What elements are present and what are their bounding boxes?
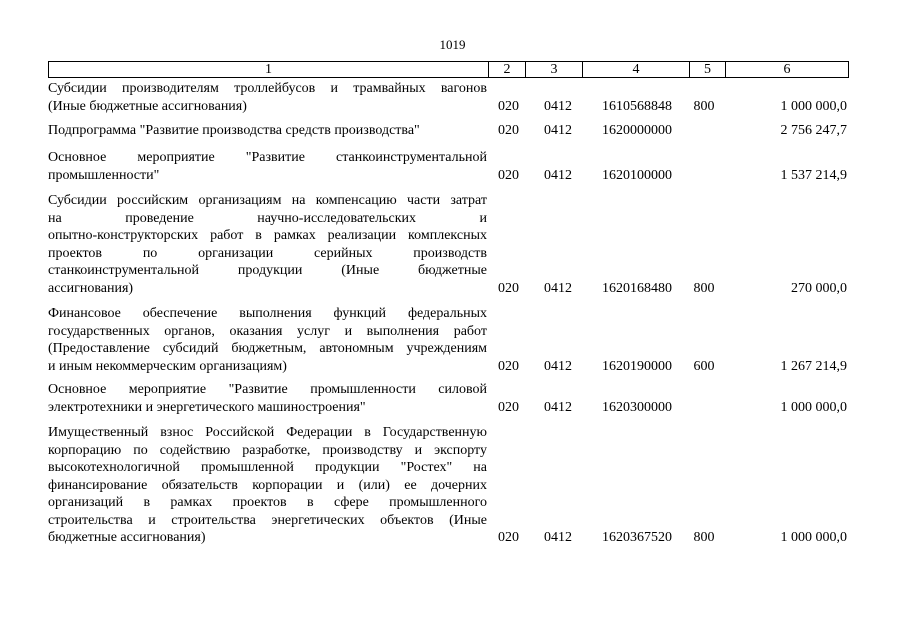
row-expense-type: 800 <box>693 530 715 545</box>
description-line: (Иные бюджетные ассигнования) <box>48 98 247 114</box>
description-line: Основное мероприятие "Развитие промышленности силовой <box>48 382 487 397</box>
row-grbs-code: 020 <box>498 358 519 374</box>
row-expense-type: 800 <box>693 98 715 114</box>
description-line: высокотехнологичной промышленной продукции "Ростех" на <box>48 460 487 475</box>
row-section-code: 0412 <box>544 530 572 545</box>
description-line: и иным некоммерческим организациям) <box>48 358 287 374</box>
row-target-article: 1620100000 <box>602 167 672 183</box>
description-line: организаций в рамках проектов в сфере промышленного <box>48 495 487 510</box>
row-grbs-code: 020 <box>498 98 519 114</box>
row-amount: 1 537 214,9 <box>780 167 847 183</box>
description-line: корпорацию по содействию разработке, производству и экспорту <box>48 442 487 458</box>
row-expense-type: 800 <box>693 280 715 296</box>
description-line: (Предоставление субсидий бюджетным, автономным учреждениям <box>48 341 487 356</box>
row-amount: 1 000 000,0 <box>780 530 847 545</box>
description-line: на проведение научно-исследовательских и <box>48 210 487 226</box>
row-target-article: 1620367520 <box>602 530 672 545</box>
row-description <box>48 424 487 547</box>
row-target-article: 1620168480 <box>602 280 672 296</box>
header-col-4: 4 <box>583 62 690 78</box>
row-section-code: 0412 <box>544 98 572 114</box>
row-target-article: 1620300000 <box>602 399 672 415</box>
row-section-code: 0412 <box>544 280 572 296</box>
row-description <box>48 192 487 297</box>
row-description <box>48 122 487 140</box>
description-line: Субсидии российским организациям на компенсацию части затрат <box>48 193 487 208</box>
page-number: 1019 <box>439 37 466 52</box>
row-description <box>48 381 487 416</box>
description-line: опытно-конструкторских работ в рамках реализации комплексных <box>48 228 487 243</box>
description-line: электротехники и энергетического машиностроения" <box>48 399 366 415</box>
row-target-article: 1620000000 <box>602 123 672 138</box>
row-target-article: 1610568848 <box>602 98 672 114</box>
row-amount: 1 000 000,0 <box>780 98 847 114</box>
description-line: станкоинструментальной продукции (Иные бюджетные <box>48 263 487 278</box>
row-expense-type: 600 <box>693 358 715 374</box>
description-line: Субсидии производителям троллейбусов и трамвайных вагонов <box>48 81 487 96</box>
row-section-code: 0412 <box>544 399 572 415</box>
description-line: Финансовое обеспечение выполнения функций федеральных <box>48 306 487 321</box>
description-line: строительства и строительства энергетических объектов (Иные <box>48 512 487 528</box>
row-grbs-code: 020 <box>498 399 519 415</box>
row-description <box>48 80 487 115</box>
row-grbs-code: 020 <box>498 123 519 138</box>
description-line: финансирование обязательств корпорации и (или) ее дочерних <box>48 477 487 493</box>
row-target-article: 1620190000 <box>602 358 672 374</box>
header-col-5: 5 <box>690 62 726 78</box>
row-amount: 1 000 000,0 <box>780 399 847 415</box>
row-amount: 1 267 214,9 <box>780 358 847 374</box>
header-col-2: 2 <box>489 62 526 78</box>
row-amount: 270 000,0 <box>791 280 847 296</box>
description-line: ассигнования) <box>48 280 134 296</box>
row-grbs-code: 020 <box>498 280 519 296</box>
column-header-row <box>48 61 849 78</box>
row-amount: 2 756 247,7 <box>780 123 847 138</box>
row-section-code: 0412 <box>544 167 572 183</box>
description-line: промышленности" <box>48 167 160 183</box>
row-section-code: 0412 <box>544 123 572 138</box>
row-description <box>48 149 487 184</box>
description-line: бюджетные ассигнования) <box>48 530 206 545</box>
header-col-1: 1 <box>49 62 489 78</box>
description-line: Подпрограмма "Развитие производства средств производства" <box>48 123 420 138</box>
description-line: государственных органов, оказания услуг и выполнения работ <box>48 323 487 339</box>
header-col-6: 6 <box>726 62 849 78</box>
row-section-code: 0412 <box>544 358 572 374</box>
description-line: проектов по организации серийных производств <box>48 245 487 261</box>
row-description <box>48 305 487 375</box>
description-line: Основное мероприятие "Развитие станкоинструментальной <box>48 150 487 165</box>
row-grbs-code: 020 <box>498 167 519 183</box>
description-line: Имущественный взнос Российской Федерации в Государственную <box>48 425 487 440</box>
row-grbs-code: 020 <box>498 530 519 545</box>
header-col-3: 3 <box>526 62 583 78</box>
